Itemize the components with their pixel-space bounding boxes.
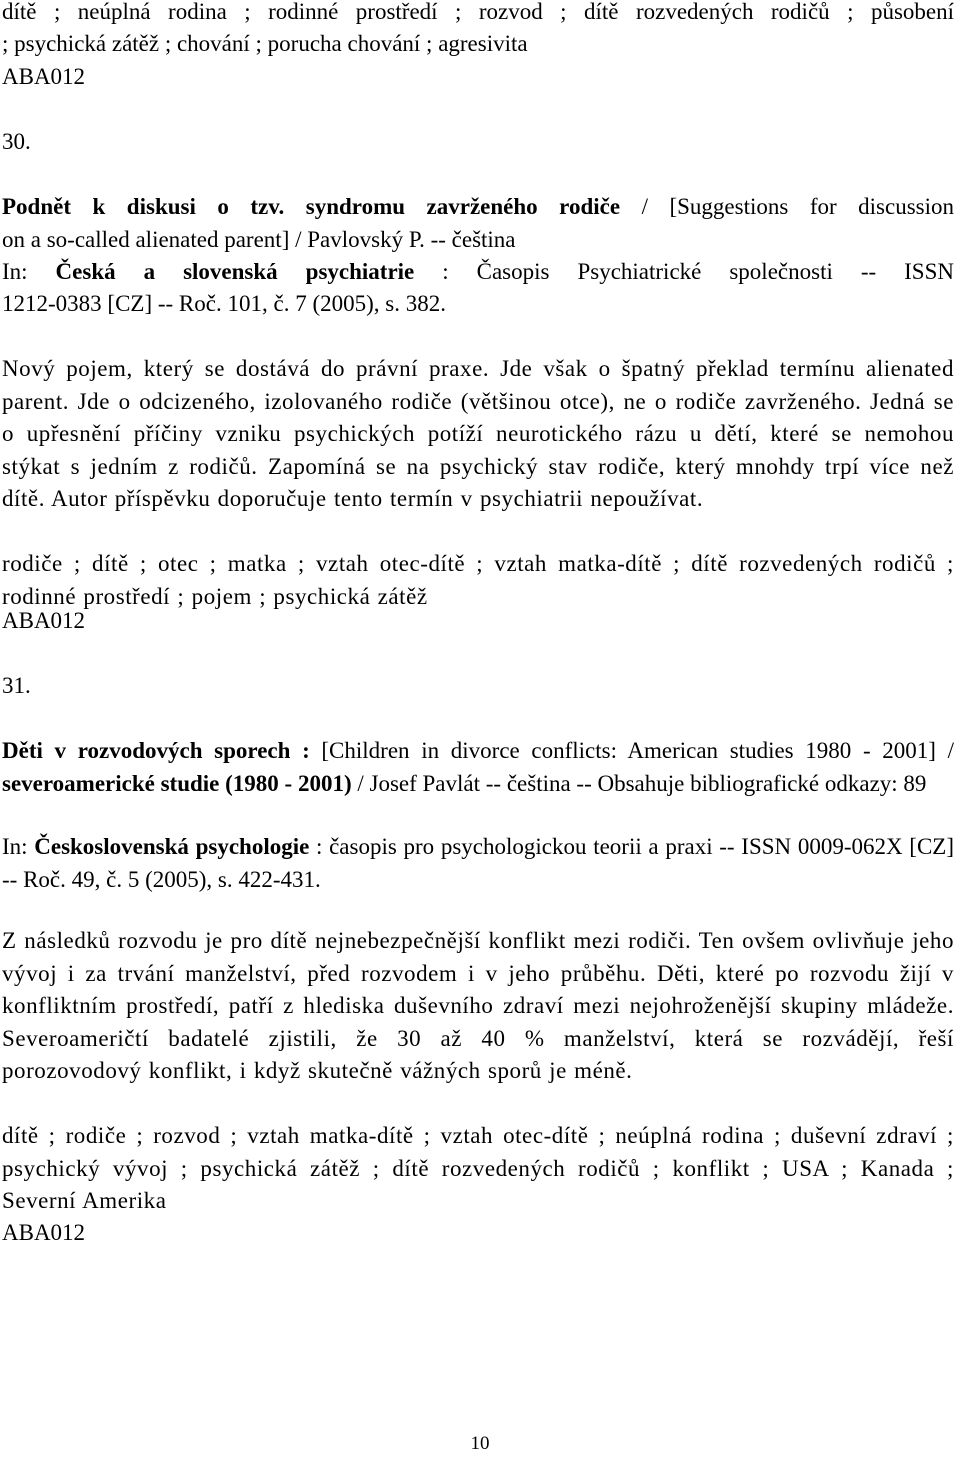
entry-title <box>2 735 954 800</box>
entry-title-line: on a so-called alienated parent] / Pavlovský P. -- čeština <box>2 227 516 252</box>
journal-title: Československá psychologie <box>34 834 310 859</box>
keywords-line: dítě ; neúplná rodina ; rodinné prostředí ; rozvod ; dítě rozvedených rodičů ; působení <box>2 0 954 24</box>
entry-abstract <box>2 925 954 1088</box>
page-number-text: 10 <box>470 1433 490 1454</box>
entry-title-bold: Děti v rozvodových sporech : <box>2 738 310 763</box>
source-prefix: In: <box>2 834 35 859</box>
entry-source <box>2 831 954 896</box>
entry-keywords <box>2 548 954 613</box>
catalog-code <box>2 61 954 94</box>
page-number <box>0 1433 960 1455</box>
journal-title: Česká a slovenská psychiatrie <box>55 259 415 284</box>
catalog-code <box>2 605 954 638</box>
catalog-code-text: ABA012 <box>2 1220 86 1245</box>
entry-title-rest: / Josef Pavlát -- čeština -- Obsahuje bibliografické odkazy: 89 <box>351 770 927 796</box>
entry-title-rest: / [Suggestions for discussion <box>620 194 954 219</box>
entry-keywords <box>2 1120 954 1218</box>
entry-source-cont <box>2 288 954 321</box>
catalog-code-text: ABA012 <box>2 608 86 633</box>
source-prefix: In: <box>2 259 56 284</box>
entry-number-text: 31. <box>2 673 31 698</box>
keywords-line: ; psychická zátěž ; chování ; porucha chování ; agresivita <box>2 31 528 56</box>
source-line: 1212-0383 [CZ] -- Roč. 101, č. 7 (2005), s. 382. <box>2 291 446 316</box>
entry-abstract <box>2 353 954 516</box>
catalog-code-text: ABA012 <box>2 64 86 89</box>
entry-number-text: 30. <box>2 129 31 154</box>
keywords-text: rodiče ; dítě ; otec ; matka ; vztah otec-dítě ; vztah matka-dítě ; dítě rozvedených rodičů ; rodinné prostředí ; pojem ; psychická zátěž <box>2 551 954 609</box>
catalog-code <box>2 1217 954 1250</box>
entry-number <box>2 670 954 703</box>
entry-number <box>2 126 954 159</box>
entry-title-bold: Podnět k diskusi o tzv. syndromu zavrženého rodiče <box>2 194 621 219</box>
previous-entry-keywords-cont <box>2 28 954 61</box>
keywords-text: dítě ; rodiče ; rozvod ; vztah matka-dítě ; vztah otec-dítě ; neúplná rodina ; duševní zdraví ; psychický vývoj ; psychická zátěž ; dítě rozvedených rodičů ; konflikt ; USA ; Kanada ; Severní Amerika <box>2 1123 954 1213</box>
abstract-text: Z následků rozvodu je pro dítě nejnebezpečnější konflikt mezi rodiči. Ten ovšem ovlivňuje jeho vývoj i za trvání manželství, před rozvodem i v jeho průběhu. Děti, které po rozvodu žijí v konfliktním prostředí, patří z hlediska duševního zdraví mezi nejohroženější skupiny mládeže. Severoameričtí badatelé zjistili, že 30 až 40 % manželství, která se rozvádějí, řeší porozovodový konflikt, i když skutečně vážných sporů je méně. <box>2 928 954 1083</box>
source-rest: : časopis pro psychologickou teorii a praxi -- ISSN 0009-062X [CZ] -- Roč. 49, č. 5 (2005), s. 422-431. <box>2 834 955 892</box>
entry-title-rest: [Children in divorce conflicts: American studies 1980 - 2001] / <box>309 738 954 763</box>
entry-subtitle-bold: severoamerické studie (1980 - 2001) <box>2 770 352 796</box>
entry-title-cont <box>2 224 954 257</box>
source-rest: : Časopis Psychiatrické společnosti -- ISSN <box>414 259 954 284</box>
abstract-text: Nový pojem, který se dostává do právní praxe. Jde však o špatný překlad termínu alienated parent. Jde o odcizeného, izolovaného rodiče (většinou otce), ne o rodiče zavrženého. Jedná se o upřesnění příčiny vzniku psychických potíží neurotického rázu u dětí, které se nemohou stýkat s jedním z rodičů. Zapomíná se na psychický stav rodiče, který mnohdy trpí více než dítě. Autor příspěvku doporučuje tento termín v psychiatrii nepoužívat. <box>2 356 954 511</box>
